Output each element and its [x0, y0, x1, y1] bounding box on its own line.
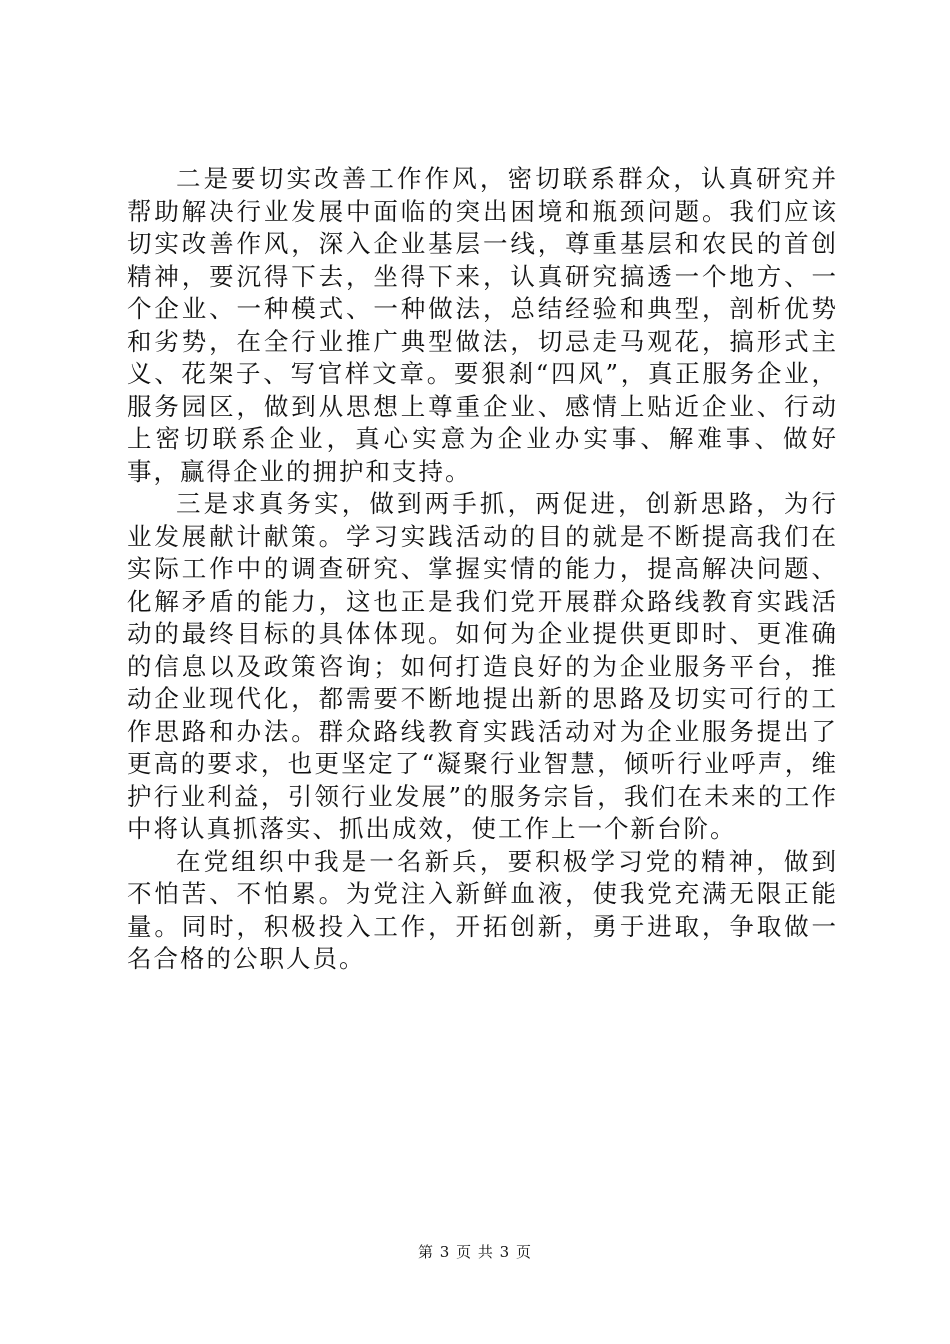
document-body — [127, 163, 838, 976]
paragraph-practical: 三是求真务实，做到两手抓，两促进，创新思路，为行业发展献计献策。学习实践活动的目的就是不断提高我们在实际工作中的调查研究、掌握实情的能力，提高解决问题、化解矛盾的能力，这也正是我们党开展群众路线教育实践活动的最终目标的具体体现。如何为企业提供更即时、更准确的信息以及政策咨询；如何打造良好的为企业服务平台，推动企业现代化，都需要不断地提出新的思路及切实可行的工作思路和办法。群众路线教育实践活动对为企业服务提出了更高的要求，也更坚定了“凝聚行业智慧，倾听行业呼声，维护行业利益，引领行业发展”的服务宗旨，我们在未来的工作中将认真抓落实、抓出成效，使工作上一个新台阶。 — [127, 489, 838, 843]
paragraph-work-style: 二是要切实改善工作作风，密切联系群众，认真研究并帮助解决行业发展中面临的突出困境和瓶颈问题。我们应该切实改善作风，深入企业基层一线，尊重基层和农民的首创精神，要沉得下去，坐得下来，认真研究搞透一个地方、一个企业、一种模式、一种做法，总结经验和典型，剖析优势和劣势，在全行业推广典型做法，切忌走马观花，搞形式主义、花架子、写官样文章。要狠刹“四风”，真正服务企业，服务园区，做到从思想上尊重企业、感情上贴近企业、行动上密切联系企业，真心实意为企业办实事、解难事、做好事，赢得企业的拥护和支持。 — [127, 164, 838, 486]
paragraph-new-member: 在党组织中我是一名新兵，要积极学习党的精神，做到不怕苦、不怕累。为党注入新鲜血液，使我党充满无限正能量。同时，积极投入工作，开拓创新，勇于进取，争取做一名合格的公职人员。 — [127, 846, 838, 973]
page-number-footer: 第 3 页 共 3 页 — [418, 1243, 532, 1261]
